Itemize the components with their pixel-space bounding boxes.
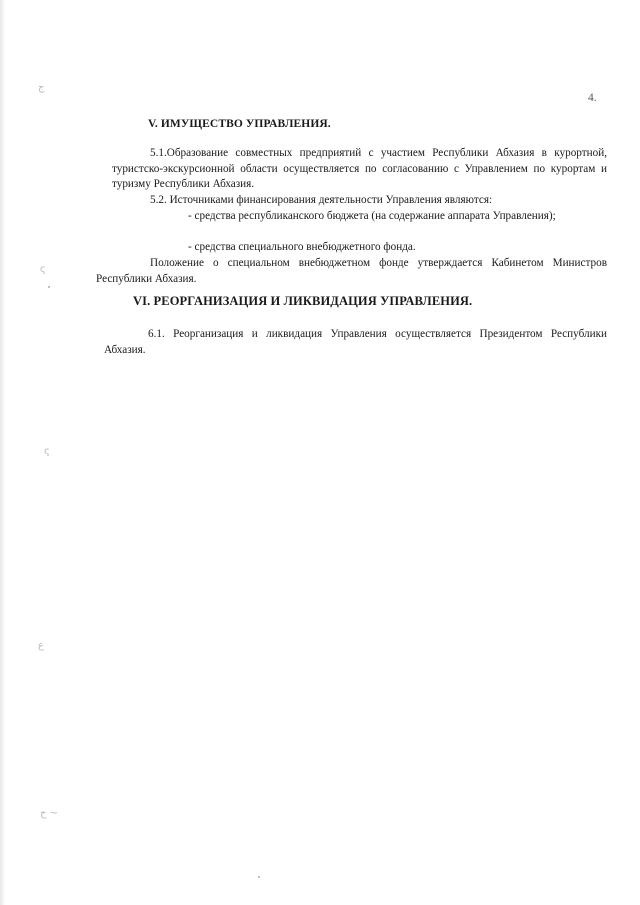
paragraph-6-1: 6.1. Реорганизация и ликвидация Управления осуществляется Президентом Республики Абхазия. [104,328,607,356]
list-item-fund: - средства специального внебюджетного фонда. [188,241,416,253]
scan-mark: ς [40,264,46,275]
scan-mark: ع [38,640,44,651]
scan-mark: ج [38,82,45,93]
scan-dot [48,286,50,288]
paragraph-5-2: 5.2. Источниками финансирования деятельности Управления являются: [150,194,493,206]
scan-binding-edge [0,0,6,905]
list-item-budget: - средства республиканского бюджета (на содержание аппарата Управления); [188,210,556,222]
section-6-heading: VI. РЕОРГАНИЗАЦИЯ И ЛИКВИДАЦИЯ УПРАВЛЕНИЯ. [133,294,473,308]
scan-dot [258,876,260,878]
page-number: 4. [588,92,597,104]
section-5-heading: V. ИМУЩЕСТВО УПРАВЛЕНИЯ. [148,118,331,130]
paragraph-fund-regulation: Положение о специальном внебюджетном фонде утверждается Кабинетом Министров Республики Абхазия. [96,257,607,285]
paragraph-5-1: 5.1.Образование совместных предприятий с участием Республики Абхазия в курортной, туристско-экскурсионной области осуществляется по согласованию с Управлением по курортам и туризму Республики Абхазия. [112,147,607,190]
scan-mark: ح ~ [40,808,59,819]
scan-mark: ς [44,446,50,457]
